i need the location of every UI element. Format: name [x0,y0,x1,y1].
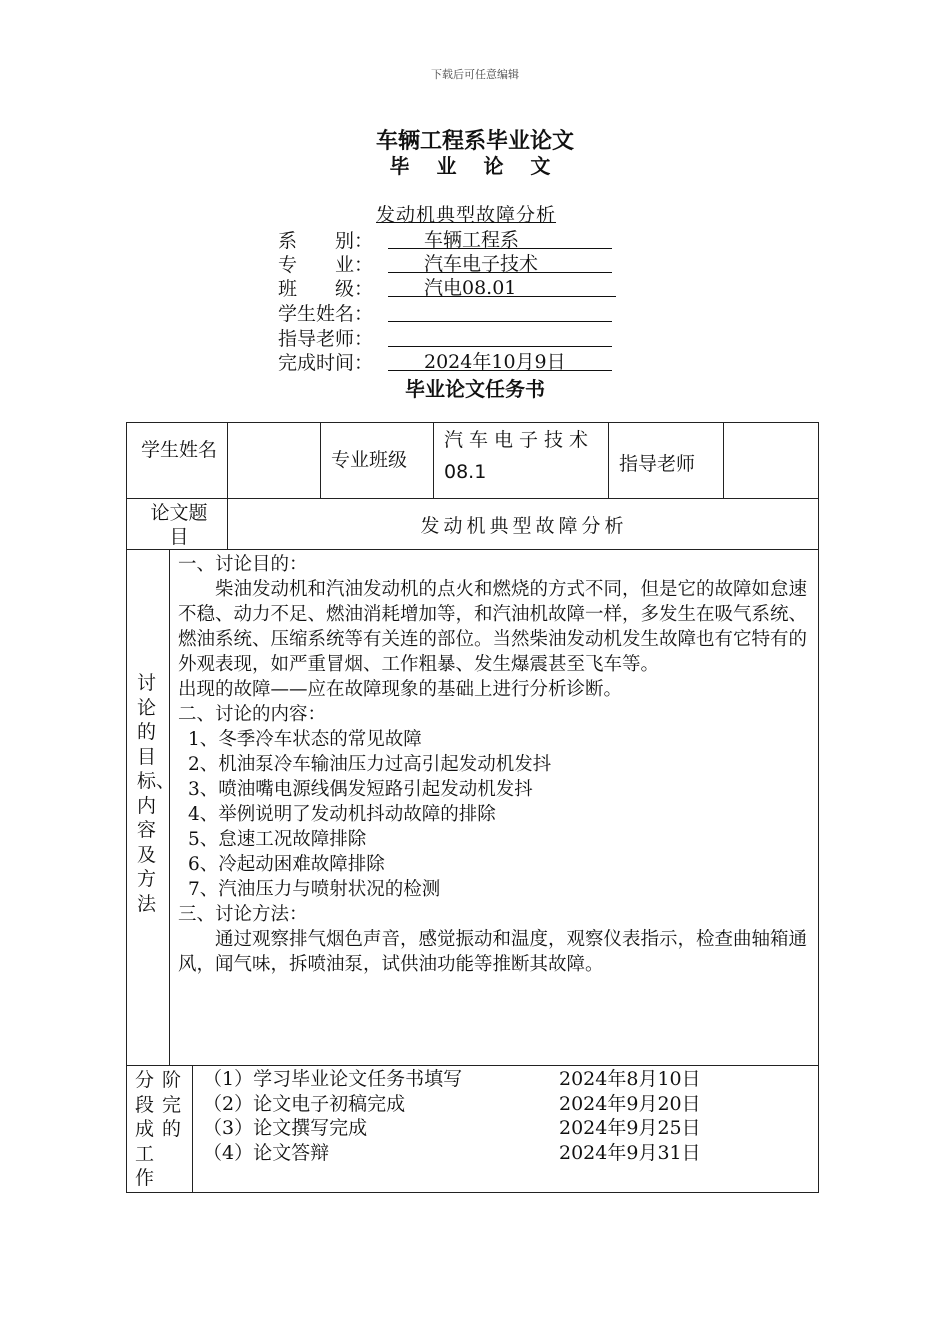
stage-task-4: （4）论文答辩 [203,1142,330,1164]
cell-topic-value [227,498,819,550]
content-item-4: 4、举例说明了发动机抖动故障的排除 [188,804,496,825]
cell-student-name-label [126,422,228,499]
stage-date-3: 2024年9月25日 [559,1117,701,1139]
content-item-3: 3、喷油嘴电源线偶发短路引起发动机发抖 [188,779,533,800]
info-label-major: 专 业： [278,254,374,276]
cell-student-name-value [227,422,321,499]
stage-date-1: 2024年8月10日 [559,1068,701,1090]
cell-major-class-label [320,422,434,499]
document-title: 毕 业 论 文 [389,154,561,178]
task-book-title: 毕业论文任务书 [405,377,545,401]
cell-major-class-value [433,422,609,499]
content-item-5: 5、怠速工况故障排除 [188,829,367,850]
info-line-date [388,348,612,371]
stage-row-2 [203,1092,405,1117]
info-label-advisor: 指导老师： [278,328,374,350]
info-line-major [388,250,612,273]
stage-row-3 [203,1116,367,1141]
topic-value: 发动机典型故障分析 [420,515,628,537]
cell-advisor-label [608,422,724,499]
stage-task-3: （3）论文撰写完成 [203,1117,368,1139]
stage-task-1: （1）学习毕业论文任务书填写 [203,1068,463,1090]
topic-label: 论文题目 [150,502,208,548]
stage-label-col1: 分段成工作 [135,1069,155,1189]
stage-date-4: 2024年9月31日 [559,1142,701,1164]
content-heading-content: 二、讨论的内容： [178,704,327,725]
content-paragraph-method: 通过观察排气烟色声音，感觉振动和温度，观察仪表指示，检查曲轴箱通风，闻气味，拆喷油泵，试供油功能等推断其故障。 [178,929,808,975]
info-value-department: 车辆工程系 [424,229,520,251]
info-value-major: 汽车电子技术 [424,253,539,275]
cell-section-label [126,549,176,1066]
info-line-student [388,299,612,322]
major-class-value-line1: 汽车电子技术 [444,429,595,451]
section-label: 讨论的目标、内容及方法 [137,672,176,915]
info-value-class: 汽电08.01 [424,277,517,299]
info-label-student: 学生姓名： [278,303,374,325]
content-item-2: 2、机油泵冷车输油压力过高引起发动机发抖 [188,754,552,775]
stage-task-2: （2）论文电子初稿完成 [203,1093,406,1115]
content-paragraph-faults: 出现的故障——应在故障现象的基础上进行分析诊断。 [178,679,623,700]
info-line-advisor [388,324,612,347]
content-item-6: 6、冷起动困难故障排除 [188,854,385,875]
stage-date-2: 2024年9月20日 [559,1093,701,1115]
info-label-department: 系 别： [278,230,374,252]
info-line-class [388,274,616,297]
cell-advisor-value [723,422,819,499]
info-label-class: 班 级： [278,278,374,300]
header-note: 下载后可任意编辑 [431,68,519,81]
content-heading-purpose: 一、讨论目的： [178,554,308,575]
task-table [126,422,819,1193]
info-label-date: 完成时间： [278,352,374,374]
stage-row-4 [203,1141,329,1166]
info-value-date: 2024年10月9日 [424,351,566,373]
cell-stage-label [126,1065,193,1193]
student-name-label: 学生姓名 [140,439,217,461]
thesis-title: 发动机典型故障分析 [376,204,557,226]
major-class-label: 专业班级 [331,449,408,471]
stage-row-1 [203,1067,462,1092]
department-title: 车辆工程系毕业论文 [375,129,574,154]
info-line-department [388,226,612,249]
cell-topic-label [126,498,228,550]
content-item-1: 1、冬季冷车状态的常见故障 [188,729,422,750]
major-class-value-line2: 08.1 [444,461,487,483]
stage-label-col2: 阶完的 [162,1069,182,1140]
cell-section-content [169,549,819,1066]
advisor-label: 指导老师 [619,453,696,475]
content-paragraph-purpose: 柴油发动机和汽油发动机的点火和燃烧的方式不同，但是它的故障如怠速不稳、动力不足、燃油消耗增加等，和汽油机故障一样，多发生在吸气系统、燃油系统、压缩系统等有关连的部位。当然柴油发动机发生故障也有它特有的外观表现，如严重冒烟、工作粗暴、发生爆震甚至飞车等。 [178,579,808,675]
content-body [178,552,810,977]
cell-stage-list [192,1065,819,1193]
content-item-7: 7、汽油压力与喷射状况的检测 [188,879,441,900]
content-heading-method: 三、讨论方法： [178,904,308,925]
